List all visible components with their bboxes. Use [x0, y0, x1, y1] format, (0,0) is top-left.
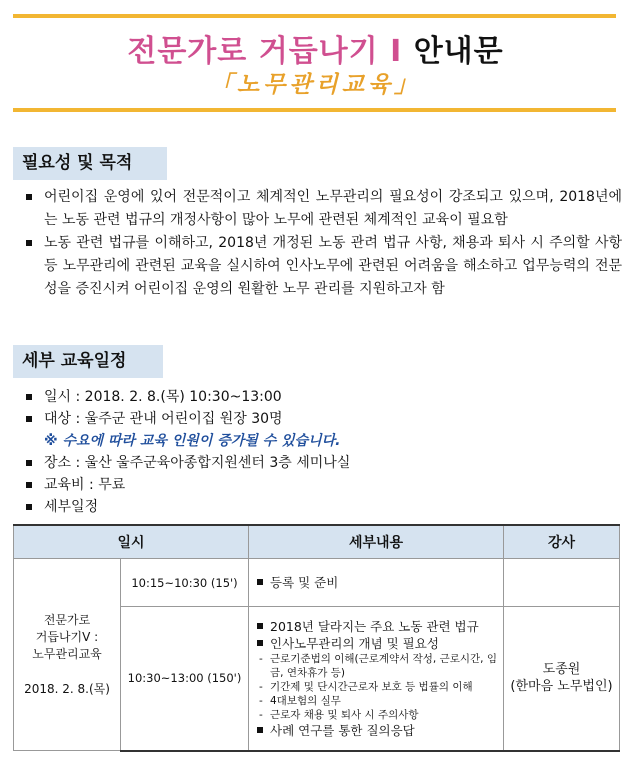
lecturer-cell — [504, 559, 620, 607]
lecturer-org: (한마음 노무법인) — [510, 679, 613, 695]
schedule-target: 대상 : 울주군 관내 어린이집 원장 30명 — [22, 408, 622, 430]
capacity-note: ※ 수요에 따라 교육 인원이 증가될 수 있습니다. — [44, 433, 341, 449]
page-subtitle: 「노무관리교육」 — [209, 72, 422, 98]
purpose-item: 노동 관련 법규를 이해하고, 2018년 개정된 노동 관려 법규 사항, 채용과 퇴사 시 주의할 사항 등 노무관리에 관련된 교육을 실시하여 인사노무에 관련된 어려움을 해소하고 업무능력의 전문성을 증진시켜 어린이집 운영의 원활한 노무 관리를 지원하고자 함 — [22, 232, 622, 301]
bullet-square-icon — [26, 394, 32, 400]
content-item: 2018년 달라지는 주요 노동 관련 법규 — [256, 618, 502, 635]
content-subitem: - 근로자 채용 및 퇴사 시 주의사항 — [256, 708, 502, 722]
table-row — [14, 559, 620, 607]
time-cell: 10:15~10:30 (15') — [121, 559, 249, 607]
schedule-fee: 교육비 : 무료 — [22, 474, 622, 496]
content-item: 사례 연구를 통한 질의응답 — [256, 722, 502, 739]
top-accent-bar — [13, 14, 616, 18]
bullet-square-icon — [26, 240, 32, 246]
header-datetime: 일시 — [14, 525, 249, 559]
bullet-square-icon — [26, 482, 32, 488]
purpose-item: 어린이집 운영에 있어 전문적이고 체계적인 노무관리의 필요성이 강조되고 있으며, 2018년에는 노동 관련 법규의 개정사항이 많아 노무에 관련된 체계적인 교육이 필요함 — [22, 186, 622, 232]
bottom-accent-bar — [13, 108, 616, 112]
schedule-place: 장소 : 울산 울주군육아종합지원센터 3층 세미나실 — [22, 452, 622, 474]
table-header-row — [14, 525, 620, 559]
schedule-detail: 세부일정 — [22, 496, 622, 518]
section-heading-schedule: 세부 교육일정 — [13, 345, 163, 378]
content-subitem: - 근로기준법의 이해(근로계약서 작성, 근로시간, 임금, 연차휴가 등) — [256, 652, 502, 680]
content-item: 인사노무관리의 개념 및 필요성 — [256, 635, 502, 652]
header-lecturer: 강사 — [504, 525, 620, 559]
content-item: 등록 및 준비 — [256, 574, 502, 591]
content-subitem: - 기간제 및 단시간근로자 보호 등 법률의 이해 — [256, 680, 502, 694]
content-subitem: - 4대보험의 실무 — [256, 694, 502, 708]
title-notice: 안내문 — [413, 34, 504, 69]
content-cell — [249, 607, 504, 751]
bullet-square-icon — [26, 504, 32, 510]
bullet-square-icon — [26, 194, 32, 200]
lecturer-cell — [504, 607, 620, 751]
schedule-date: 일시 : 2018. 2. 8.(목) 10:30~13:00 — [22, 386, 622, 408]
schedule-list — [22, 386, 622, 518]
session-date-cell: 전문가로 거듭나기Ⅴ : 노무관리교육 2018. 2. 8.(목) — [14, 559, 121, 751]
bullet-square-icon — [26, 416, 32, 422]
bullet-square-icon — [26, 460, 32, 466]
title-main: 전문가로 거듭나기 Ⅰ — [127, 34, 403, 69]
section-heading-purpose: 필요성 및 목적 — [13, 147, 167, 180]
schedule-table — [13, 524, 620, 752]
purpose-list — [22, 186, 622, 301]
content-cell — [249, 559, 504, 607]
lecturer-name: 도종원 — [542, 662, 581, 678]
header-content: 세부내용 — [249, 525, 504, 559]
time-cell: 10:30~13:00 (150') — [121, 607, 249, 751]
page-title — [0, 26, 631, 70]
